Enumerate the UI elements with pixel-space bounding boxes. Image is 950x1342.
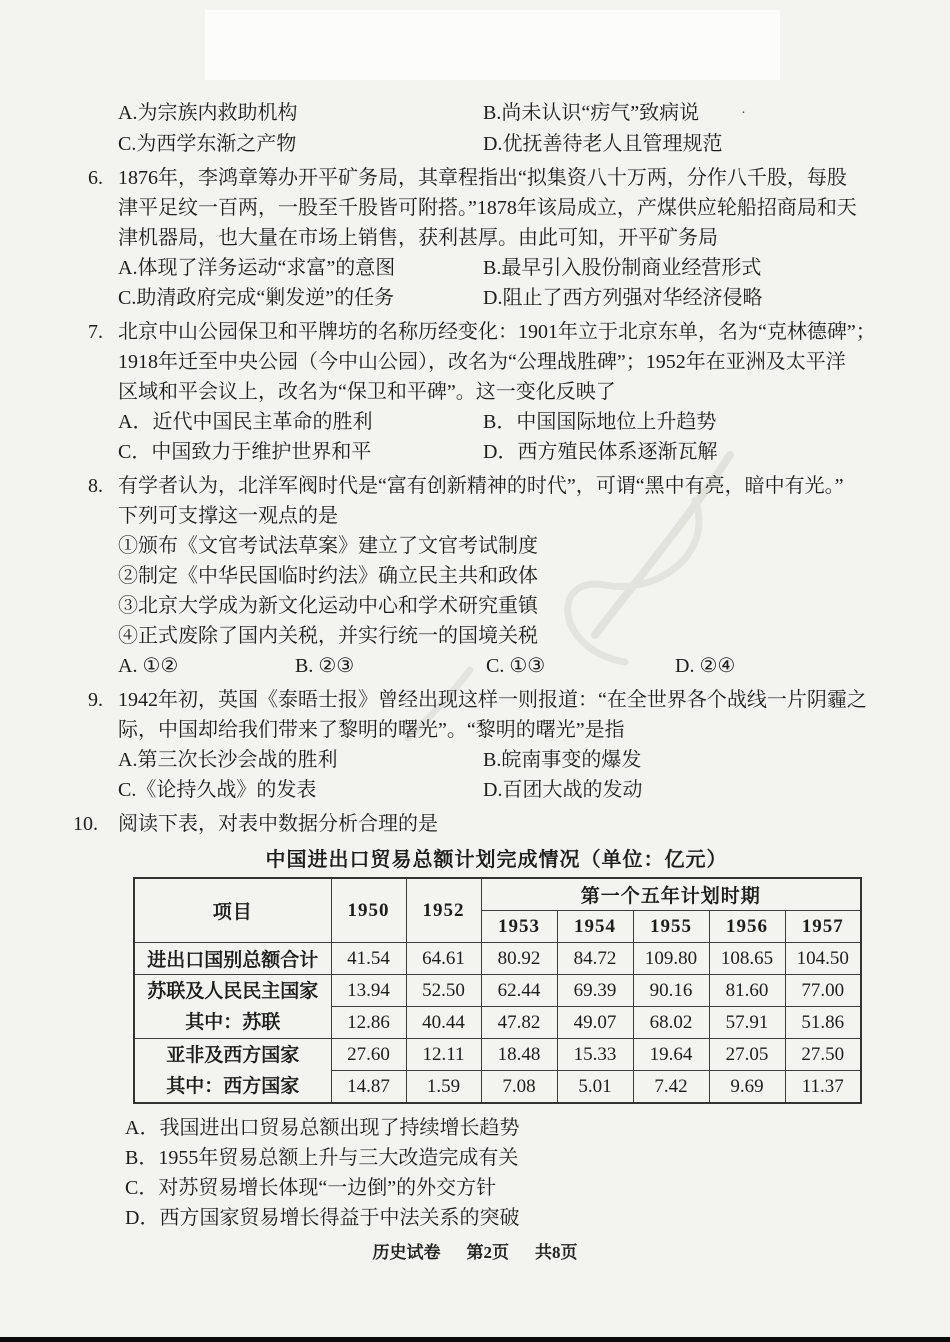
table-row-soviet-bloc <box>134 975 861 1007</box>
q7-line-3: 区域和平会议上，改名为“保卫和平碑”。这一变化反映了 <box>118 381 616 403</box>
table-cell: 47.82 <box>481 1007 557 1039</box>
question-10 <box>73 809 895 839</box>
q8-line-1: 8. 有学者认为，北洋军阀时代是“富有创新精神的时代”，可谓“黑中有亮，暗中有光。” <box>118 471 895 501</box>
q5-options-row-2 <box>118 129 895 159</box>
q6-options-row-2 <box>118 283 895 313</box>
q9-option-a: A.第三次长沙会战的胜利 <box>118 749 338 771</box>
q8-item-3: ③北京大学成为新文化运动中心和学术研究重镇 <box>118 595 538 617</box>
q10-options <box>118 1113 895 1233</box>
table-cell: 41.54 <box>331 943 406 975</box>
table-row-afro-asian-west <box>134 1039 861 1071</box>
table-cell: 19.64 <box>633 1039 709 1071</box>
table-cell: 80.92 <box>481 943 557 975</box>
q9-option-d: D.百团大战的发动 <box>483 779 643 801</box>
table-cell: 14.87 <box>331 1071 406 1104</box>
q5-option-b: B.尚未认识“疠气”致病说 <box>483 102 700 124</box>
table-cell: 5.01 <box>557 1071 633 1104</box>
footer-page-number: 第2页 <box>466 1243 509 1262</box>
row-label: 其中：西方国家 <box>166 1075 300 1097</box>
q6-option-c: C.助清政府完成“剿发逆”的任务 <box>118 287 395 309</box>
table-cell: 15.33 <box>557 1039 633 1071</box>
table-cell: 77.00 <box>785 975 861 1007</box>
table-cell: 11.37 <box>785 1071 861 1104</box>
q7-number: 7. <box>88 321 103 343</box>
q8-line-2: 下列可支撑这一观点的是 <box>118 505 338 527</box>
q7-line-2: 1918年迁至中央公园（今中山公园），改名为“公理战胜碑”；1952年在亚洲及太平洋 <box>118 351 846 373</box>
q9-line-2: 际，中国却给我们带来了黎明的曙光”。“黎明的曙光”是指 <box>118 719 625 741</box>
q10-option-c: C．对苏贸易增长体现“一边倒”的外交方针 <box>125 1177 497 1199</box>
table-cell: 104.50 <box>785 943 861 975</box>
row-label: 亚非及西方国家 <box>166 1044 300 1066</box>
table-cell: 90.16 <box>633 975 709 1007</box>
q7-option-d: D．西方殖民体系逐渐瓦解 <box>483 441 718 463</box>
q6-option-a: A.体现了洋务运动“求富”的意图 <box>118 257 396 279</box>
table-cell: 69.39 <box>557 975 633 1007</box>
trade-table <box>133 877 862 1104</box>
table-cell: 64.61 <box>406 943 481 975</box>
table-cell: 52.50 <box>406 975 481 1007</box>
q6-line-2: 津平足纹一百两，一股至千股皆可附搭。”1878年该局成立，产煤供应轮船招商局和天 <box>118 197 857 219</box>
q9-options-row-2 <box>118 775 895 805</box>
page-footer <box>0 1238 950 1263</box>
q10-option-d: D．西方国家贸易增长得益于中法关系的突破 <box>125 1207 520 1229</box>
table-cell: 84.72 <box>557 943 633 975</box>
table-cell: 7.08 <box>481 1071 557 1104</box>
table-cell: 49.07 <box>557 1007 633 1039</box>
q9-option-b: B.皖南事变的爆发 <box>483 749 642 771</box>
table-cell: 51.86 <box>785 1007 861 1039</box>
table-cell: 68.02 <box>633 1007 709 1039</box>
q5-options-row-1 <box>118 98 895 129</box>
q8-number: 8. <box>88 475 103 497</box>
q6-options-row-1 <box>118 253 895 283</box>
question-6 <box>88 163 895 313</box>
q8-option-c: C. ①③ <box>486 655 546 677</box>
footer-total-pages: 共8页 <box>535 1243 578 1262</box>
header-1952: 1952 <box>406 878 481 943</box>
table-cell: 1.59 <box>406 1071 481 1104</box>
q6-line-1: 6. 1876年，李鸿章筹办开平矿务局，其章程指出“拟集资八十万两，分作八千股，每股 <box>118 163 895 193</box>
q6-option-d: D.阻止了西方列强对华经济侵略 <box>483 287 763 309</box>
header-1954: 1954 <box>557 911 633 943</box>
header-five-year-plan: 第一个五年计划时期 <box>481 878 861 911</box>
q8-item-2: ②制定《中华民国临时约法》确立民主共和政体 <box>118 565 538 587</box>
table-cell: 27.50 <box>785 1039 861 1071</box>
q9-line-1: 9. 1942年初，英国《泰晤士报》曾经出现这样一则报道：“在全世界各个战线一片阴霾之 <box>118 685 895 715</box>
q10-option-a: A．我国进出口贸易总额出现了持续增长趋势 <box>125 1117 520 1139</box>
q7-option-b: B．中国国际地位上升趋势 <box>483 411 717 433</box>
question-9 <box>88 685 895 805</box>
q8-item-4: ④正式废除了国内关税，并实行统一的国境关税 <box>118 625 538 647</box>
q9-options-row-1 <box>118 745 895 775</box>
row-label: 进出口国别总额合计 <box>134 943 331 975</box>
q6-line-3: 津机器局，也大量在市场上销售，获利甚厚。由此可知，开平矿务局 <box>118 227 718 249</box>
header-1950: 1950 <box>331 878 406 943</box>
table-header-row-1 <box>134 878 861 911</box>
row-label-group <box>134 1039 331 1104</box>
q6-option-b: B.最早引入股份制商业经营形式 <box>483 257 762 279</box>
table-title: 中国进出口贸易总额计划完成情况（单位：亿元） <box>265 849 728 871</box>
scan-speck: · <box>741 106 746 121</box>
q5-option-c: C.为西学东渐之产物 <box>118 133 297 155</box>
q7-option-a: A．近代中国民主革命的胜利 <box>118 411 373 433</box>
question-5-options <box>118 98 895 159</box>
q9-number: 9. <box>88 689 103 711</box>
q6-number: 6. <box>88 167 103 189</box>
table-cell: 18.48 <box>481 1039 557 1071</box>
q7-options-row-2 <box>118 437 895 467</box>
q7-option-c: C．中国致力于维护世界和平 <box>118 441 372 463</box>
table-cell: 27.05 <box>709 1039 785 1071</box>
question-7 <box>88 317 895 467</box>
header-1956: 1956 <box>709 911 785 943</box>
table-cell: 12.86 <box>331 1007 406 1039</box>
table-cell: 57.91 <box>709 1007 785 1039</box>
table-cell: 40.44 <box>406 1007 481 1039</box>
header-1953: 1953 <box>481 911 557 943</box>
table-cell: 62.44 <box>481 975 557 1007</box>
question-8 <box>88 471 895 681</box>
q5-option-a: A.为宗族内救助机构 <box>118 102 298 124</box>
q10-number: 10. <box>73 813 98 835</box>
table-cell: 81.60 <box>709 975 785 1007</box>
table-cell: 13.94 <box>331 975 406 1007</box>
q10-option-b: B．1955年贸易总额上升与三大改造完成有关 <box>125 1147 519 1169</box>
q5-option-d: D.优抚善待老人且管理规范 <box>483 133 723 155</box>
q7-line-1: 7. 北京中山公园保卫和平牌坊的名称历经变化：1901年立于北京东单，名为“克林德碑”； <box>118 317 895 347</box>
table-cell: 109.80 <box>633 943 709 975</box>
q8-option-d: D. ②④ <box>675 655 736 677</box>
q10-stem: 10. 阅读下表，对表中数据分析合理的是 <box>118 809 895 839</box>
footer-paper-name: 历史试卷 <box>372 1243 441 1262</box>
table-cell: 12.11 <box>406 1039 481 1071</box>
row-label: 苏联及人民民主国家 <box>147 980 319 1002</box>
q8-option-a: A. ①② <box>118 655 179 677</box>
q8-options-row <box>118 651 895 681</box>
header-1955: 1955 <box>633 911 709 943</box>
q8-option-b: B. ②③ <box>295 655 355 677</box>
q7-options-row-1 <box>118 407 895 437</box>
table-cell: 27.60 <box>331 1039 406 1071</box>
scan-edge-bar <box>0 1337 950 1342</box>
table-cell: 108.65 <box>709 943 785 975</box>
table-cell: 7.42 <box>633 1071 709 1104</box>
row-label: 其中：苏联 <box>185 1011 281 1033</box>
row-label-group <box>134 975 331 1039</box>
table-row-total <box>134 943 861 975</box>
q9-option-c: C.《论持久战》的发表 <box>118 779 317 801</box>
table-cell: 9.69 <box>709 1071 785 1104</box>
header-1957: 1957 <box>785 911 861 943</box>
header-item: 项目 <box>134 878 331 943</box>
q8-item-1: ①颁布《文官考试法草案》建立了文官考试制度 <box>118 535 538 557</box>
